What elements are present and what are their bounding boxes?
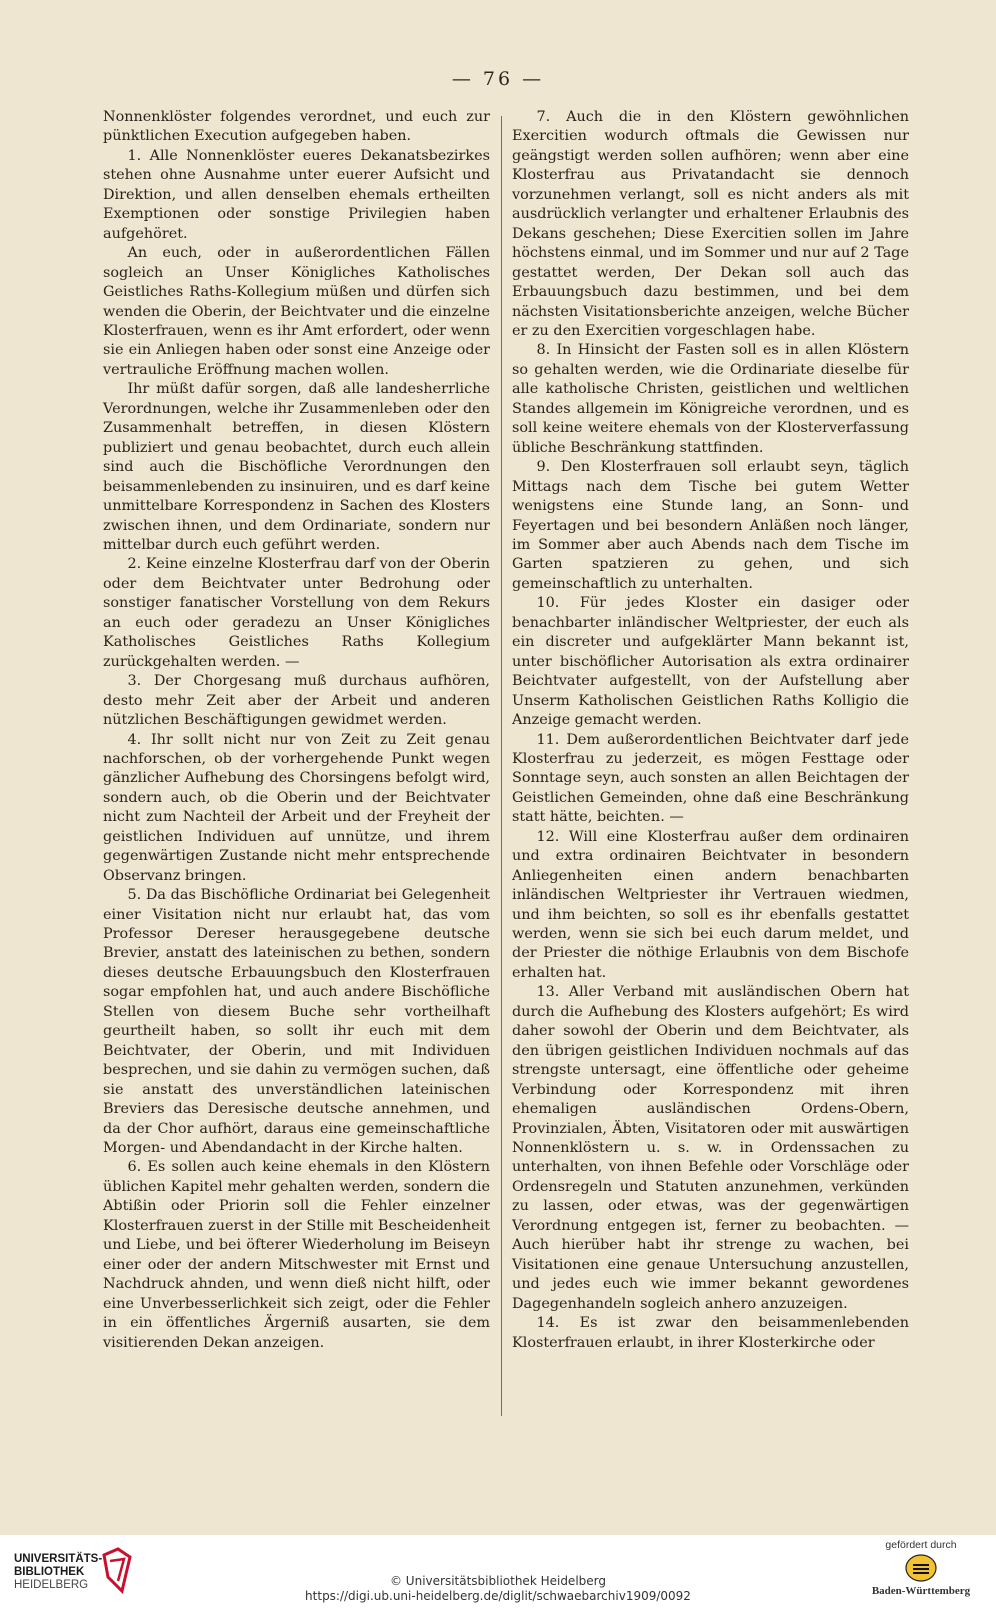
copyright-notice xyxy=(0,1574,996,1604)
left-paragraph: 5. Da das Bischöfliche Ordinariat bei Gelegenheit einer Visitation nicht nur erlaubt hat, das vom Professor Dereser herausgegebene deutsche Brevier, anstatt des lateinischen zu bethen, sondern dieses deutsche Erbauungsbuch den Klosterfrauen sogar empfohlen hat, und auch andere Bischöfliche Stellen von diesem Buche sehr vortheilhaft geurtheilt haben, so sollt ihr euch mit dem Beichtvater, der Oberin, und mit Individuen besprechen, und sie dahin zu vermögen suchen, daß sie anstatt des unverständlichen lateinischen Breviers das Deresische deutsche annehmen, und da der Chor aufhört, daraus eine gemeinschaftliche Morgen- und Abendandacht in der Kirche halten. xyxy=(103,887,490,1157)
right-column xyxy=(512,108,909,1353)
left-paragraph: 1. Alle Nonnenklöster eueres Dekanatsbezirkes stehen ohne Ausnahme unter euerer Aufsicht und Direktion, und allen denselben ehemals ertheilten Exemptionen oder sonstige Privilegien haben aufgehöret. xyxy=(103,147,490,242)
library-name-line: BIBLIOTHEK xyxy=(14,1566,85,1578)
page-number: — 76 — xyxy=(451,68,545,90)
funder-label: gefördert durch xyxy=(885,1539,957,1551)
column-divider xyxy=(501,116,502,1416)
right-paragraph: 12. Will eine Klosterfrau außer dem ordinairen und extra ordinairen Beichtvater in besondern Anliegenheiten einen andern benachbarten inländischen Weltpriester ihr Vertrauen wiedmen, und ihm beichten, so soll es ihr ebenfalls gestattet werden, wenn sie sich bei euch darum meldet, und der Priester die nöthige Erlaubnis von dem Bischofe erhalten hat. xyxy=(512,828,909,981)
right-paragraph: 9. Den Klosterfrauen soll erlaubt seyn, täglich Mittags nach dem Tische bei gutem Wetter wenigstens eine Stunde lang, an Sonn- und Feyertagen und bei besondern Anläßen noch länger, im Sommer aber auch Abends nach dem Tische im Garten spatzieren zu gehen, und sich gemeinschaftlich zu unterhalten. xyxy=(512,459,909,592)
funder-block xyxy=(862,1539,980,1597)
left-paragraph: Nonnenklöster folgendes verordnet, und euch zur pünktlichen Execution aufgegeben haben. xyxy=(103,109,490,145)
left-paragraph: Ihr müßt dafür sorgen, daß alle landesherrliche Verordnungen, welche ihr Zusammenleben oder den Zusammenhalt betreffen, in diesen Klöstern publiziert und genau beobachtet, durch euch allein sind auch die Bischöfliche Verordnungen den beisammenlebenden zu insinuiren, und es darf keine unmittelbare Korrespondenz in Sachen des Klosters zwischen ihnen, und dem Ordinariate, sondern nur mittelbar durch euch geführt werden. xyxy=(103,381,490,553)
library-name-line: HEIDELBERG xyxy=(14,1579,89,1591)
left-column xyxy=(103,108,490,1353)
source-url-link[interactable]: https://digi.ub.uni-heidelberg.de/diglit/schwaebarchiv1909/0092 xyxy=(305,1589,691,1603)
left-paragraph: 2. Keine einzelne Klosterfrau darf von der Oberin oder dem Beichtvater unter Bedrohung oder sonstiger fanatischer Vorstellung von dem Rekurs an euch oder geradezu an Unser Königliches Katholisches Geistliches Raths Kollegium zurückgehalten werden. — xyxy=(103,556,490,670)
left-paragraph: 3. Der Chorgesang muß durchaus aufhören, desto mehr Zeit aber der Arbeit und anderen nützlichen Beschäftigungen gewidmet werden. xyxy=(103,673,490,729)
left-paragraph: 6. Es sollen auch keine ehemals in den Klöstern üblichen Kapitel mehr gehalten werden, sondern die Abtißin oder Priorin soll die Fehler einzelner Klosterfrauen zuerst in der Stille mit Bescheidenheit und Liebe, und bei öfterer Wiederholung im Beiseyn einer oder der andern Mitschwester mit Ernst und Nachdruck ahnden, und wenn dieß nicht hilft, oder eine Unverbesserlichkeit sich zeigt, oder die Fehler in ein öffentliches Ärgerniß ausarten, sie dem visitierenden Dekan anzeigen. xyxy=(103,1159,490,1351)
right-paragraph: 10. Für jedes Kloster ein dasiger oder benachbarter inländischer Weltpriester, der euch als ein discreter und aufgeklärter Mann bekannt ist, unter bischöflicher Autorisation als extra ordinairer Beichtvater aufgestellt, von der Aufstellung aber Unserm Katholischen Geistlichen Raths Kolligio die Anzeige gemacht werden. xyxy=(512,595,909,729)
right-paragraph: 13. Aller Verband mit ausländischen Obern hat durch die Aufhebung des Klosters aufgehört; Es wird daher sowohl der Oberin und dem Beichtvater, als den übrigen geistlichen Individuen nochmals auf das strengste untersagt, eine öffentliche oder geheime Verbindung oder Korrespondenz mit ihren ehemaligen ausländischen Ordens-Obern, Provinzialen, Äbten, Visitatoren oder mit auswärtigen Nonnenklöstern u. s. w. in Ordenssachen zu unterhalten, von ihnen Befehle oder Vorschläge oder Ordensregeln und Statuten anzunehmen, verkünden zu lassen, oder etwas, was der gegenwärtigen Verordnung entgegen ist, ferner zu beobachten. — Auch hierüber habt ihr strenge zu wachen, bei Visitationen eine genaue Untersuchung anzustellen, und jedes euch wie immer bekannt gewordenes Dagegenhandeln sogleich anhero anzuzeigen. xyxy=(512,984,909,1312)
library-name-line: UNIVERSITÄTS- xyxy=(14,1553,103,1565)
right-paragraph: 11. Dem außerordentlichen Beichtvater darf jede Klosterfrau zu jederzeit, es mögen Festtage oder Sonntage seyn, auch sonsten an allen Beichtagen der Geistlichen Gemeinden, ohne daß eine Beschränkung statt hätte, beichten. — xyxy=(512,731,909,826)
funder-name: Baden-Württemberg xyxy=(871,1585,971,1597)
right-paragraph: 14. Es ist zwar den beisammenlebenden Klosterfrauen erlaubt, in ihrer Klosterkirche oder xyxy=(512,1315,909,1351)
state-crest-icon xyxy=(904,1553,938,1583)
right-paragraph: 7. Auch die in den Klöstern gewöhnlichen Exercitien wodurch oftmals die Gewissen nur geängstigt werden sollen aufhören; wenn aber eine Klosterfrau aus Privatandacht sie dennoch vorzunehmen verlangt, soll es nicht anders als mit ausdrücklich verlangter und erhaltener Erlaubnis des Dekans geschehen; Diese Exercitien sollen im Jahre höchstens einmal, und im Sommer und nur auf 2 Tage gestattet werden, Der Dekan soll auch das Erbauungsbuch dazu bestimmen, und bei dem nächsten Visitationsberichte anzeigen, welche Bücher er zu den Exercitien vorgeschlagen habe. xyxy=(512,109,909,339)
right-paragraph: 8. In Hinsicht der Fasten soll es in allen Klöstern so gehalten werden, wie die Ordinariate dieselbe für alle katholische Christen, geistlichen und weltlichen Standes allgemein im Königreiche verordnen, und es soll keine weitere ehemals von der Klosterverfassung übliche Beschränkung stattfinden. xyxy=(512,342,909,456)
copyright-text: © Universitätsbibliothek Heidelberg xyxy=(389,1574,606,1588)
left-paragraph: An euch, oder in außerordentlichen Fällen sogleich an Unser Königliches Katholisches Geistliches Raths-Kollegium müßen und dürfen sich wenden die Oberin, der Beichtvater und die einzelne Klosterfrauen, wenn es ihr Amt erfordert, oder wenn sie ein Anliegen haben oder sonst eine Anzeige oder vertrauliche Eröffnung machen wollen. xyxy=(103,245,490,378)
left-paragraph: 4. Ihr sollt nicht nur von Zeit zu Zeit genau nachforschen, ob der vorhergehende Punkt wegen gänzlicher Aufhebung des Chorsingens befolgt wird, sondern auch, ob die Oberin und der Beichtvater nicht zum Nachteil der Arbeit und der Freyheit der geistlichen Individuen auf unnütze, und ihrem gegenwärtigen Zustande nicht mehr entsprechende Observanz bringen. xyxy=(103,731,490,884)
